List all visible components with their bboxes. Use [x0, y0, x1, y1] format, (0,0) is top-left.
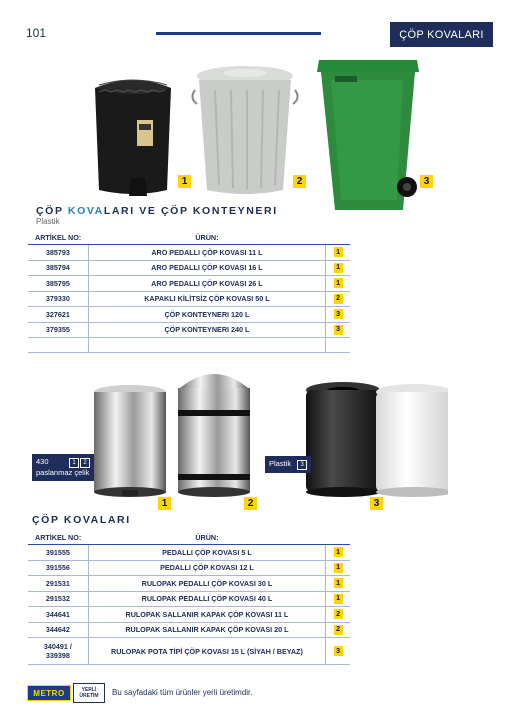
column-header-ref: [326, 230, 350, 245]
ref-cell: [326, 276, 350, 292]
product-name: RULOPAK SALLANIR KAPAK ÇÖP KOVASI 11 L: [88, 607, 325, 623]
material-text: Plastik: [269, 459, 292, 468]
footer-note: Bu sayfadaki tüm ürünler yerli üretimdir.: [112, 688, 253, 697]
table-row: [28, 622, 350, 638]
column-header-product: ÜRÜN:: [88, 230, 325, 245]
ref-cell: [326, 245, 350, 261]
section1-title-part-b: KOVA: [67, 205, 104, 217]
ref-badge: 1: [334, 263, 343, 273]
black-plastic-bin-image: [306, 382, 380, 497]
grey-lidded-bin-image: [192, 66, 297, 194]
artikel-code: 344641: [28, 607, 88, 623]
artikel-code-line-1: 340491 /: [43, 642, 72, 651]
metro-logo: METRO: [27, 685, 71, 701]
page-number: 101: [26, 26, 47, 40]
ref-cell: [326, 591, 350, 607]
artikel-code: 385794: [28, 260, 88, 276]
local-production-badge: [73, 683, 105, 703]
artikel-code: 344642: [28, 622, 88, 638]
badge-line-1: YERLİ: [81, 687, 97, 693]
artikel-code: 379355: [28, 322, 88, 338]
ref-badge: 3: [334, 325, 343, 335]
section1-title-part-a: ÇÖP: [36, 205, 68, 217]
artikel-code: 291531: [28, 576, 88, 592]
table-row: [28, 576, 350, 592]
product-name: RULOPAK POTA TİPİ ÇÖP KOVASI 15 L (SİYAH / BEYAZ): [88, 638, 325, 665]
section1-product-images: [85, 60, 505, 215]
ref-badge: 1: [334, 578, 343, 588]
category-tab: ÇÖP KOVALARI: [390, 22, 493, 47]
product-name: ARO PEDALLI ÇÖP KOVASI 11 L: [88, 245, 325, 261]
ref-cell: [326, 545, 350, 561]
table-row: [28, 260, 350, 276]
ref-cell: [326, 307, 350, 323]
ref-cell: [326, 560, 350, 576]
series-number: 430: [36, 457, 49, 466]
artikel-code-line-2: 339398: [45, 651, 70, 660]
image-badge-1: 1: [178, 175, 191, 188]
artikel-code: 291532: [28, 591, 88, 607]
table-row: [28, 322, 350, 338]
ref-badge: 2: [334, 294, 343, 304]
section1-product-table: [28, 230, 350, 353]
product-name: ARO PEDALLI ÇÖP KOVASI 26 L: [88, 276, 325, 292]
table-row: [28, 638, 350, 665]
table-header-row: [28, 530, 350, 545]
badge-line-2: ÜRETİM: [79, 693, 99, 699]
artikel-code: 391555: [28, 545, 88, 561]
ref-badge: 3: [334, 646, 343, 656]
ref-cell: [326, 291, 350, 307]
ref-badge: 2: [334, 609, 343, 619]
material-label-steel: [32, 454, 94, 481]
steel-swing-bin-image: [178, 374, 250, 497]
table-row: [28, 291, 350, 307]
product-name: ARO PEDALLI ÇÖP KOVASI 16 L: [88, 260, 325, 276]
image-badge-3: 3: [370, 497, 383, 510]
ref-cell: [326, 576, 350, 592]
section1-subtitle: Plastik: [36, 217, 60, 226]
green-container-image: [317, 60, 419, 210]
artikel-code: [28, 638, 88, 665]
product-name: RULOPAK SALLANIR KAPAK ÇÖP KOVASI 20 L: [88, 622, 325, 638]
ref-box: 2: [80, 458, 90, 468]
product-name: RULOPAK PEDALLI ÇÖP KOVASI 30 L: [88, 576, 325, 592]
ref-badge: 2: [334, 625, 343, 635]
material-label-plastic: [265, 456, 311, 473]
product-name: ÇÖP KONTEYNERI 120 L: [88, 307, 325, 323]
section1-title: [36, 205, 278, 217]
section2-title: ÇÖP KOVALARI: [32, 514, 131, 526]
artikel-code: 385795: [28, 276, 88, 292]
product-name: KAPAKLI KİLİTSİZ ÇÖP KOVASI 50 L: [88, 291, 325, 307]
ref-badge: 1: [334, 594, 343, 604]
section2-product-table: [28, 530, 350, 665]
column-header-code: ARTİKEL NO:: [28, 530, 88, 545]
artikel-code: 327621: [28, 307, 88, 323]
black-pedal-bin-image: [95, 80, 171, 196]
table-row: [28, 307, 350, 323]
steel-pedal-bin-image: [94, 385, 166, 497]
ref-box: 3: [297, 460, 307, 470]
image-badge-2: 2: [244, 497, 257, 510]
product-name: RULOPAK PEDALLI ÇÖP KOVASI 40 L: [88, 591, 325, 607]
artikel-code: 391556: [28, 560, 88, 576]
product-name: PEDALLI ÇÖP KOVASI 12 L: [88, 560, 325, 576]
ref-badge: 1: [334, 247, 343, 257]
image-badge-2: 2: [293, 175, 306, 188]
ref-badge: 1: [334, 563, 343, 573]
ref-cell: [326, 322, 350, 338]
table-row: [28, 591, 350, 607]
column-header-product: ÜRÜN:: [88, 530, 325, 545]
section2-product-images: [88, 362, 448, 502]
table-row: [28, 607, 350, 623]
ref-cell: [326, 260, 350, 276]
artikel-code: 385793: [28, 245, 88, 261]
table-row: [28, 560, 350, 576]
material-label-steel-top: [36, 457, 90, 467]
column-header-code: ARTİKEL NO:: [28, 230, 88, 245]
table-row: [28, 545, 350, 561]
artikel-code: 379330: [28, 291, 88, 307]
white-plastic-bin-image: [376, 384, 448, 497]
table-row: [28, 276, 350, 292]
table-row: [28, 245, 350, 261]
table-row-empty: [28, 338, 350, 353]
ref-badge: 1: [334, 278, 343, 288]
ref-badge: 1: [334, 547, 343, 557]
material-text: paslanmaz çelik: [36, 468, 90, 477]
ref-cell: [326, 607, 350, 623]
image-badge-3: 3: [420, 175, 433, 188]
column-header-ref: [326, 530, 350, 545]
ref-box: 1: [69, 458, 79, 468]
product-name: PEDALLI ÇÖP KOVASI 5 L: [88, 545, 325, 561]
section1-title-part-c: LARI VE ÇÖP KONTEYNERI: [103, 205, 278, 217]
table-header-row: [28, 230, 350, 245]
ref-badge: 3: [334, 309, 343, 319]
ref-cell: [326, 622, 350, 638]
image-badge-1: 1: [158, 497, 171, 510]
ref-cell: [326, 638, 350, 665]
product-name: ÇÖP KONTEYNERI 240 L: [88, 322, 325, 338]
header-rule: [156, 32, 321, 35]
